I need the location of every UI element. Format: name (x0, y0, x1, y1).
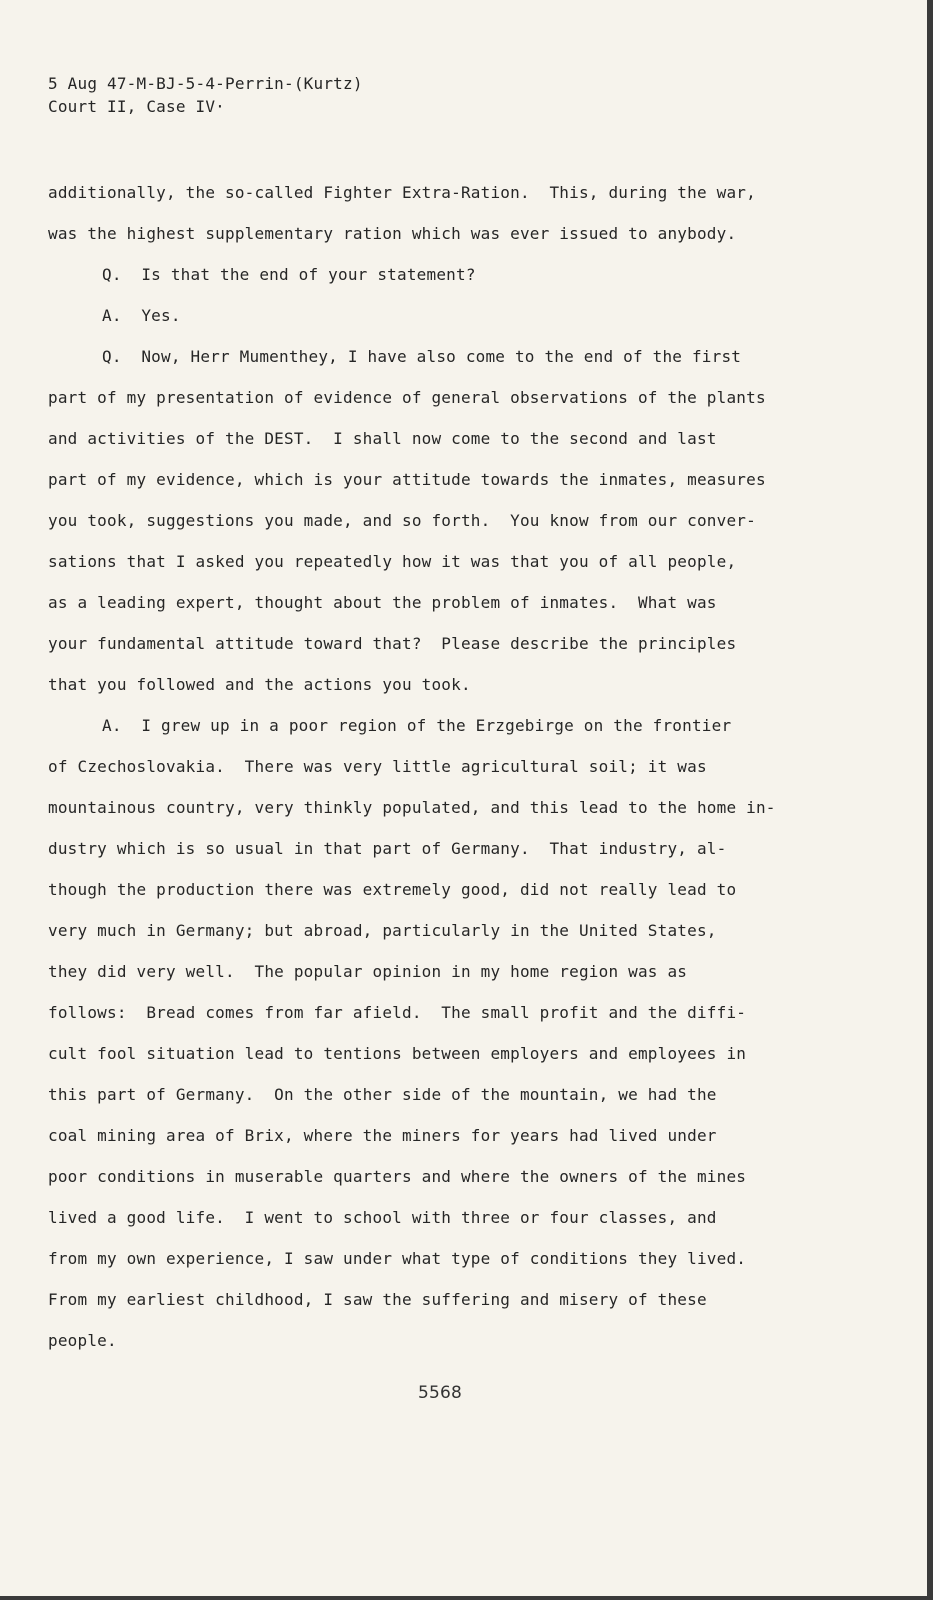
header-reference: 5 Aug 47-M-BJ-5-4-Perrin-(Kurtz) (48, 74, 363, 93)
page-number: 5568 (417, 1383, 463, 1403)
text-line: A. Yes. (102, 306, 181, 325)
text-line: that you followed and the actions you took. (48, 675, 471, 694)
text-line: was the highest supplementary ration which was ever issued to anybody. (48, 224, 737, 243)
text-line: this part of Germany. On the other side of the mountain, we had the (48, 1085, 717, 1104)
text-line: cult fool situation lead to tentions between employers and employees in (48, 1044, 747, 1063)
text-line: they did very well. The popular opinion in my home region was as (48, 962, 688, 981)
text-line: Q. Is that the end of your statement? (102, 265, 476, 284)
text-line: poor conditions in muserable quarters and where the owners of the mines (48, 1167, 747, 1186)
text-line: dustry which is so usual in that part of Germany. That industry, al- (48, 839, 727, 858)
text-line: as a leading expert, thought about the problem of inmates. What was (48, 593, 717, 612)
text-line: coal mining area of Brix, where the miners for years had lived under (48, 1126, 717, 1145)
text-line: your fundamental attitude toward that? Please describe the principles (48, 634, 737, 653)
header-court-case: Court II, Case IV· (48, 97, 225, 116)
text-line: and activities of the DEST. I shall now come to the second and last (48, 429, 717, 448)
testimony-text (48, 172, 828, 1361)
text-line: people. (48, 1331, 117, 1350)
text-line: though the production there was extremely good, did not really lead to (48, 880, 737, 899)
text-line: Q. Now, Herr Mumenthey, I have also come to the end of the first (102, 347, 742, 366)
text-line: mountainous country, very thinkly populated, and this lead to the home in- (48, 798, 776, 817)
text-line: From my earliest childhood, I saw the suffering and misery of these (48, 1290, 707, 1309)
text-line: part of my presentation of evidence of general observations of the plants (48, 388, 766, 407)
document-header (48, 72, 363, 118)
text-line: of Czechoslovakia. There was very little agricultural soil; it was (48, 757, 707, 776)
text-line: A. I grew up in a poor region of the Erzgebirge on the frontier (102, 716, 732, 735)
text-line: sations that I asked you repeatedly how it was that you of all people, (48, 552, 737, 571)
text-line: from my own experience, I saw under what type of conditions they lived. (48, 1249, 747, 1268)
text-line: part of my evidence, which is your attitude towards the inmates, measures (48, 470, 766, 489)
text-line: lived a good life. I went to school with three or four classes, and (48, 1208, 717, 1227)
text-line: additionally, the so-called Fighter Extra-Ration. This, during the war, (48, 183, 756, 202)
text-line: very much in Germany; but abroad, particularly in the United States, (48, 921, 717, 940)
text-line: you took, suggestions you made, and so forth. You know from our conver- (48, 511, 756, 530)
text-line: follows: Bread comes from far afield. The small profit and the diffi- (48, 1003, 747, 1022)
